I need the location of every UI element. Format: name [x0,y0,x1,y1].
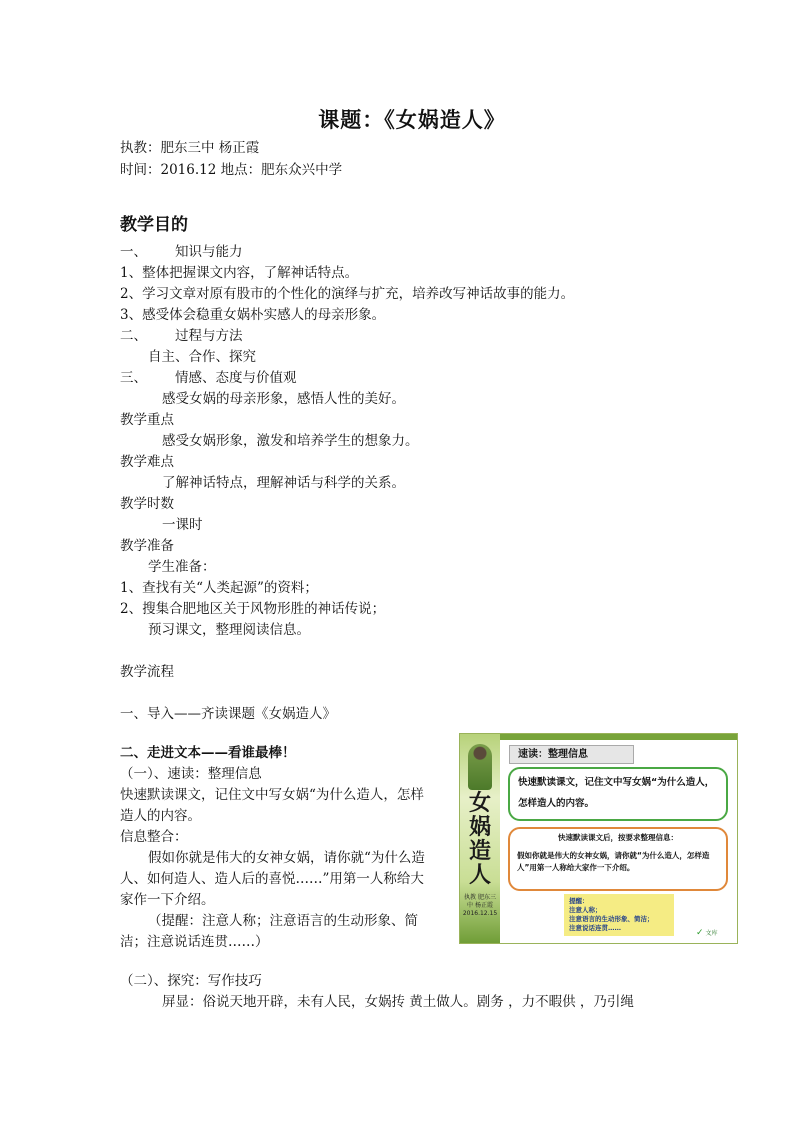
slide-side-title: 女娲造人 [468,791,491,888]
student-prep-label: 学生准备： [148,559,216,575]
section-3-number: 三、 [120,370,147,386]
slide-side-panel [460,734,500,944]
slide-tip-line: 提醒： [569,897,589,905]
hours-label: 教学时数 [120,496,174,512]
difficulty-content: 了解神话特点，理解神话与科学的关系。 [162,475,405,491]
slide-task-body: 假如你就是伟大的女神女娲，请你就“为什么造人，怎样造人”用第一人称给大家作一下介绍。 [517,851,710,872]
section-1-number: 一、 [120,244,147,260]
info-line: 人、如何造人、造人后的喜悦……”用第一人称给大 [120,871,424,887]
section-2-content: 自主、合作、探究 [148,349,256,365]
section-3-title: 情感、态度与价值观 [175,370,297,386]
section-3-content: 感受女娲的母亲形象，感悟人性的美好。 [162,391,405,407]
section-2-number: 二、 [120,328,147,344]
goddess-figure-icon [468,744,492,790]
sub-step-1: （一）、速读：整理信息 [120,766,262,782]
prep-label: 教学准备 [120,538,174,554]
slide-tip-line: 注意说话连贯…… [569,924,621,932]
objective-item: 2、学习文章对原有股市的个性化的演绎与扩充，培养改写神话故事的能力。 [120,286,575,302]
prep-extra: 预习课文，整理阅读信息。 [148,622,310,638]
slide-logo-text: 文库 [705,930,718,937]
slide-label: 速读：整理信息 [509,745,634,764]
slide-tip-line: 注意人称； [569,906,602,914]
sub-step-2-line: 屏显：俗说天地开辟，未有人民，女娲抟 黄土做人。剧务 ，力不暇供 ，乃引绳 [162,994,634,1010]
prep-item: 1、查找有关“人类起源”的资料； [120,580,318,596]
slide-task-box [508,827,728,891]
process-label: 教学流程 [120,664,174,680]
prep-item: 2、搜集合肥地区关于风物形胜的神话传说； [120,601,386,617]
process-step-1: 一、导入——齐读课题《女娲造人》 [120,706,336,722]
sub-step-2: （二）、探究：写作技巧 [120,973,262,989]
process-step-2: 二、走进文本——看谁最棒！ [120,745,296,761]
info-line: 家作一下介绍。 [120,892,215,908]
teacher-line: 执教：肥东三中 杨正霞 [120,140,260,156]
objective-item: 3、感受体会稳重女娲朴实感人的母亲形象。 [120,307,386,323]
slide-instruction-box: 快速默读课文，记住文中写女娲“为什么造人，怎样造人的内容。 [508,767,728,821]
check-logo-icon: ✓ [696,928,704,938]
hint-line: （提醒：注意人称；注意语言的生动形象、简 [148,913,418,929]
slide-tip-line: 注意语言的生动形象、简洁； [569,915,654,923]
key-point-content: 感受女娲形象，激发和培养学生的想象力。 [162,433,419,449]
objective-item: 1、整体把握课文内容，了解神话特点。 [120,265,359,281]
slide-top-band [460,734,738,740]
page-title: 课题：《女娲造人》 [318,108,506,132]
hint-line: 洁；注意说话连贯……） [120,934,269,950]
info-line: 假如你就是伟大的女神女娲，请你就“为什么造 [148,850,425,866]
slide-task-title: 快速默读课文后，按要求整理信息： [558,833,678,842]
difficulty-label: 教学难点 [120,454,174,470]
info-label: 信息整合： [120,829,188,845]
objectives-heading: 教学目的 [120,215,188,235]
section-1-title: 知识与能力 [175,244,243,260]
section-2-title: 过程与方法 [175,328,243,344]
sub-step-1-line: 快速默读课文，记住文中写女娲“为什么造人，怎样 [120,787,424,803]
sub-step-1-line: 造人的内容。 [120,808,201,824]
slide-side-caption: 执教 肥东三中 杨正霞 2016.12.15 [462,894,498,917]
key-point-label: 教学重点 [120,412,174,428]
time-place-line: 时间：2016.12 地点：肥东众兴中学 [120,162,343,178]
hours-content: 一课时 [162,517,203,533]
slide-tip-box [564,894,674,936]
slide-logo [696,926,736,940]
slide-screenshot [459,733,738,944]
